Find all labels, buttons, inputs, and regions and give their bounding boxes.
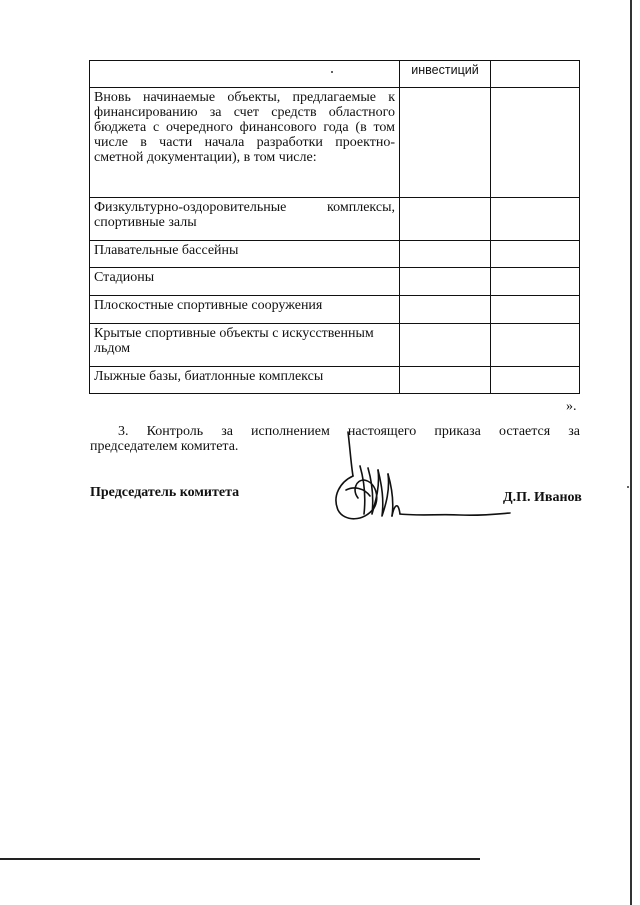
paragraph-line-1: 3. Контроль за исполнением настоящего приказа остается за (118, 424, 580, 439)
row-value-col3 (491, 268, 580, 296)
header-cell-investments: инвестиций (400, 61, 491, 88)
scan-artifact-edge (630, 0, 632, 905)
handwritten-signature (320, 430, 520, 530)
row-value-col2 (400, 241, 491, 268)
header-cell-col3 (491, 61, 580, 88)
row-value-col2 (400, 367, 491, 394)
closing-quote: ». (566, 399, 577, 414)
row-value-col2 (400, 88, 491, 198)
row-value-col2 (400, 268, 491, 296)
table-row (90, 198, 580, 241)
objects-table (89, 60, 580, 394)
row-value-col3 (491, 367, 580, 394)
row-value-col2 (400, 324, 491, 367)
table-row (90, 324, 580, 367)
row-name-fitness-complexes: Физкультурно-оздоровительные комплексы, спортивные залы (90, 198, 400, 241)
row-name-flat-facilities: Плоскостные спортивные сооружения (90, 296, 400, 324)
paragraph-line-2: председателем комитета. (90, 439, 239, 454)
scan-speck (331, 71, 333, 73)
table-row (90, 268, 580, 296)
row-name-stadiums: Стадионы (90, 268, 400, 296)
table-row (90, 241, 580, 268)
scan-artifact-line (0, 858, 480, 860)
row-name-ice-facilities: Крытые спортивные объекты с искусственным льдом (90, 324, 400, 367)
scan-speck (627, 486, 629, 488)
table-header-row (90, 61, 580, 88)
row-value-col3 (491, 198, 580, 241)
row-name-pools: Плавательные бассейны (90, 241, 400, 268)
row-name-new-objects: Вновь начинаемые объекты, предлагаемые к финансированию за счет средств областного бюджета с очередного финансового года (в том числе в части начала разработки проектно-сметной документации), в том числе: (90, 88, 400, 198)
table-row (90, 88, 580, 198)
signatory-name: Д.П. Иванов (503, 490, 582, 505)
table-row (90, 367, 580, 394)
row-value-col2 (400, 296, 491, 324)
header-cell-col1 (90, 61, 400, 88)
row-value-col3 (491, 241, 580, 268)
row-value-col3 (491, 88, 580, 198)
row-value-col3 (491, 296, 580, 324)
row-name-ski-bases: Лыжные базы, биатлонные комплексы (90, 367, 400, 394)
row-value-col2 (400, 198, 491, 241)
signatory-position: Председатель комитета (90, 485, 240, 500)
row-value-col3 (491, 324, 580, 367)
table-row (90, 296, 580, 324)
